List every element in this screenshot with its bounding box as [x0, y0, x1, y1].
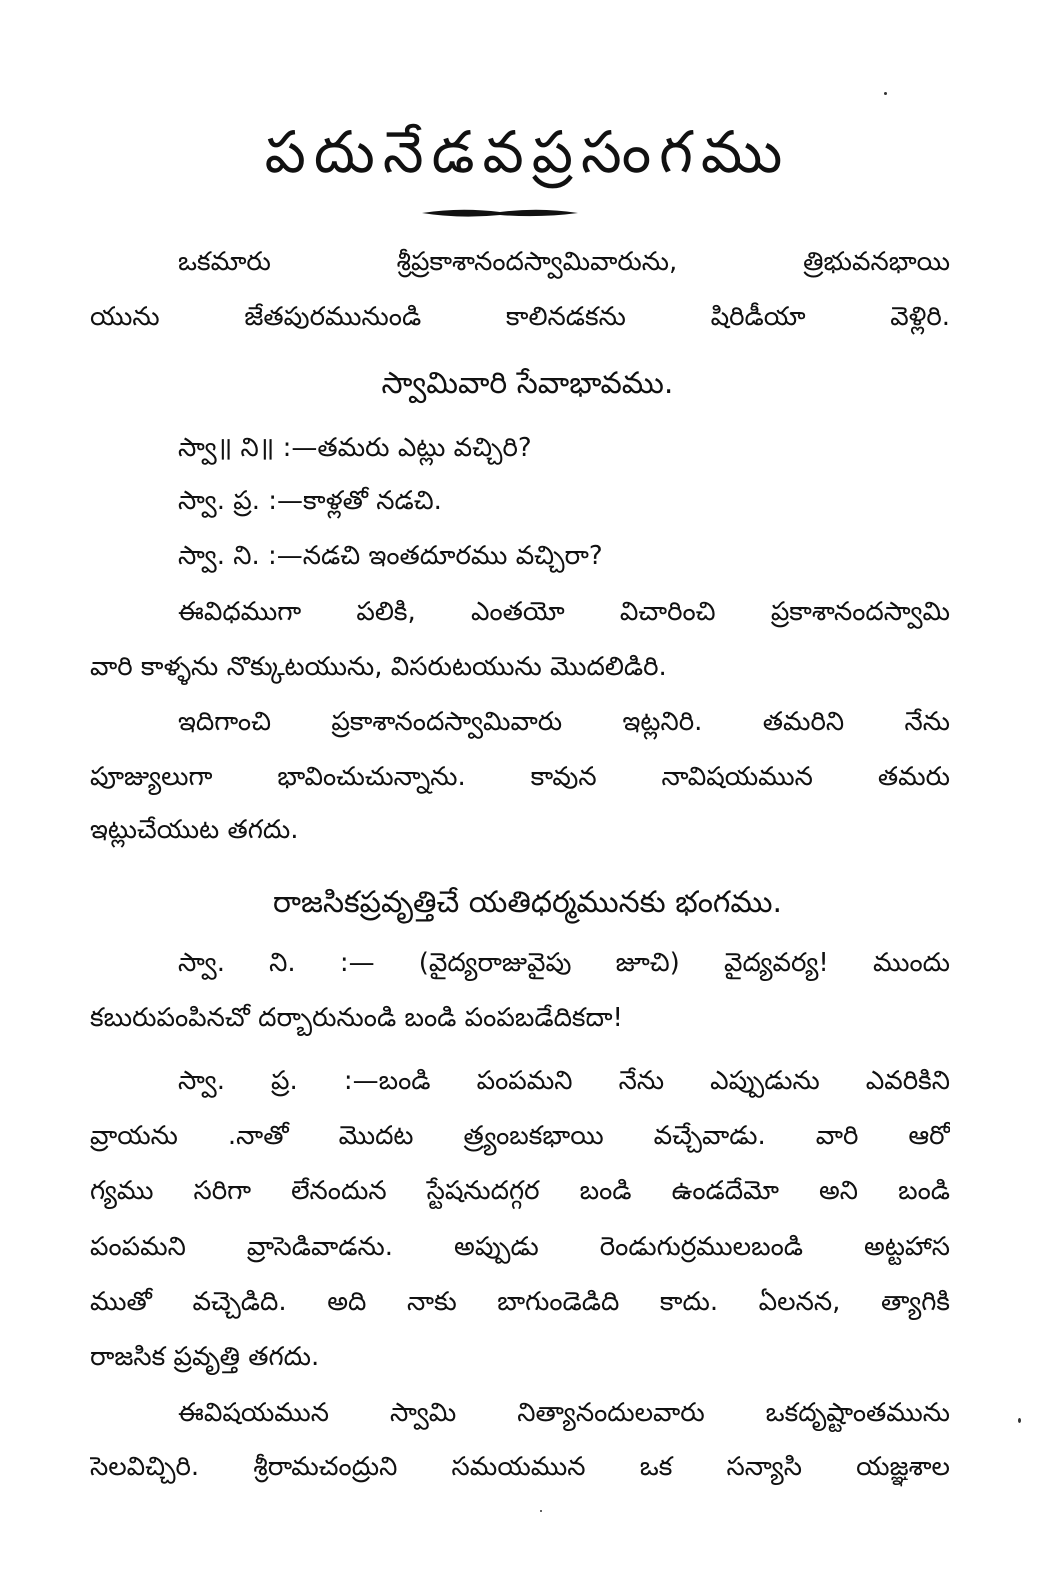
scan-speck — [1018, 1418, 1021, 1423]
paragraph-line: యును జేతపురమునుండి కాలినడకను షిరిడీయా వెళ్లిరి. — [90, 302, 950, 332]
dialogue-line: స్వా. ప్ర. :—కాళ్లతో నడచి. — [178, 486, 442, 516]
dialogue-line: స్వా॥ ని॥ :—తమరు ఎట్లు వచ్చిరి? — [178, 433, 532, 463]
paragraph-line: ఈవిషయమున స్వామి నిత్యానందులవారు ఒకదృష్టాంతమును — [178, 1398, 950, 1428]
paragraph-line: కబురుపంపినచో దర్బారునుండి బండి పంపబడేదికదా! — [90, 1003, 623, 1033]
scan-speck — [884, 92, 887, 95]
paragraph-line: వ్రాయను .నాతో మొదట త్ర్యంబకభాయి వచ్చేవాడు. వారి ఆరో — [90, 1121, 950, 1151]
paragraph-line: గ్యము సరిగా లేనందున స్టేషనుదగ్గర బండి ఉండదేమో అని బండి — [90, 1176, 950, 1206]
dialogue-line: స్వా. ని. :—నడచి ఇంతదూరము వచ్చిరా? — [178, 541, 603, 571]
paragraph-line: రాజసిక ప్రవృత్తి తగదు. — [90, 1342, 320, 1372]
paragraph-line: ఒకమారు శ్రీప్రకాశానందస్వామివారును, త్రిభువనభాయి — [178, 247, 950, 277]
dialogue-line: స్వా. ప్ర. :—బండి పంపమని నేను ఎప్పుడును ఎవరికిని — [178, 1066, 950, 1096]
scan-speck — [540, 1510, 542, 1512]
section-heading: రాజసికప్రవృత్తిచే యతిధర్మమునకు భంగము. — [272, 885, 783, 920]
paragraph-line: వారి కాళ్ళను నొక్కుటయును, విసరుటయును మొదలిడిరి. — [90, 652, 667, 682]
paragraph-line: సెలవిచ్చిరి. శ్రీరామచంద్రుని సమయమున ఒక సన్యాసి యజ్ఞశాల — [90, 1452, 950, 1482]
paragraph-line: ముతో వచ్చెడిది. అది నాకు బాగుండెడిది కాదు. ఏలనన, త్యాగికి — [90, 1287, 950, 1317]
title-ornament — [420, 205, 580, 221]
section-heading: స్వామివారి సేవాభావము. — [381, 366, 674, 401]
dialogue-line: స్వా. ని. :— (వైద్యరాజువైపు జూచి) వైద్యవర్య! ముందు — [178, 948, 950, 978]
chapter-title: పదునేడవప్రసంగము — [264, 118, 791, 186]
paragraph-line: ఇదిగాంచి ప్రకాశానందస్వామివారు ఇట్లనిరి. తమరిని నేను — [178, 707, 950, 737]
paragraph-line: ఇట్లుచేయుట తగదు. — [90, 815, 299, 845]
paragraph-line: పూజ్యులుగా భావించుచున్నాను. కావున నావిషయమున తమరు — [90, 762, 950, 792]
paragraph-line: పంపమని వ్రాసెడివాడను. అప్పుడు రెండుగుర్రములబండి అట్టహాస — [90, 1232, 950, 1262]
paragraph-line: ఈవిధముగా పలికి, ఎంతయో విచారించి ప్రకాశానందస్వామి — [178, 597, 950, 627]
